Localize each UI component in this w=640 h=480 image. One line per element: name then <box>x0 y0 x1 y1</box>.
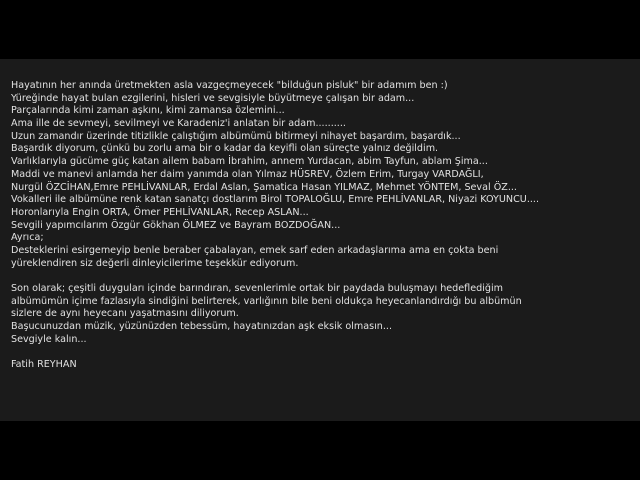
signature: Fatih REYHAN <box>11 359 77 371</box>
paragraph-spacer <box>11 270 636 283</box>
letter-line: Parçalarında kimi zaman aşkını, kimi zamansa özlemini... <box>11 105 285 117</box>
letter-line: Horonlarıyla Engin ORTA, Ömer PEHLİVANLAR, Recep ASLAN... <box>11 206 309 218</box>
letter-line: Başardık diyorum, çünkü bu zorlu ama bir o kadar da keyifli olan süreçte yalnız değildim. <box>11 143 439 155</box>
letter-line: Uzun zamandır üzerinde titizlikle çalıştığım albümümü bitirmeyi nihayet başardım, başardık... <box>11 130 461 142</box>
letter-line: Başucunuzdan müzik, yüzünüzden tebessüm, hayatınızdan aşk eksik olmasın... <box>11 321 393 333</box>
letter-line: Vokalleri ile albümüne renk katan sanatçı dostlarım Birol TOPALOĞLU, Emre PEHLİVANLAR, Niyazi KOYUNCU.... <box>11 194 540 206</box>
letter-line: albümümün içime fazlasıyla sindiğini belirterek, varlığının bile beni oldukça heyecanlandırdığı bu albümün <box>11 295 522 307</box>
letter-line: Hayatının her anında üretmekten asla vazgeçmeyecek "bilduğun pisluk" bir adamım ben :) <box>11 80 448 91</box>
letter-line: Maddi ve manevi anlamda her daim yanımda olan Yılmaz HÜSREV, Özlem Erim, Turgay VARDAĞLI, <box>11 168 484 180</box>
letter-line: Ama ille de sevmeyi, sevilmeyi ve Karadeniz'i anlatan bir adam.......... <box>11 118 346 130</box>
letter-line: Desteklerini esirgemeyip benle beraber çabalayan, emek sarf eden arkadaşlarıma ama en çokta beni <box>11 244 499 256</box>
letter-line: Ayrıca; <box>11 232 44 244</box>
letter-line: Son olarak; çeşitli duyguları içinde barındıran, sevenlerimle ortak bir paydada buluşmayı hedeflediğim <box>11 283 503 294</box>
letter-line: yüreklendiren siz değerli dinleyicilerime teşekkür ediyorum. <box>11 257 299 269</box>
letter-line: sizlere de aynı heyecanı yaşatmasını diliyorum. <box>11 308 239 320</box>
letter-text <box>11 80 636 372</box>
letter-line: Varlıklarıyla gücüme güç katan ailem babam İbrahim, annem Yurdacan, abim Tayfun, ablam Şima... <box>11 156 488 168</box>
letter-line: Sevgili yapımcılarım Özgür Gökhan ÖLMEZ ve Bayram BOZDOĞAN... <box>11 219 341 231</box>
paragraph-spacer <box>11 346 636 359</box>
letter-line: Nurgül ÖZCİHAN,Emre PEHLİVANLAR, Erdal Aslan, Şamatica Hasan YILMAZ, Mehmet YÖNTEM, Seval ÖZ... <box>11 181 517 193</box>
letter-line: Sevgiyle kalın... <box>11 333 87 345</box>
letter-line: Yüreğinde hayat bulan ezgilerini, hisleri ve sevgisiyle büyütmeye çalışan bir adam... <box>11 92 415 104</box>
